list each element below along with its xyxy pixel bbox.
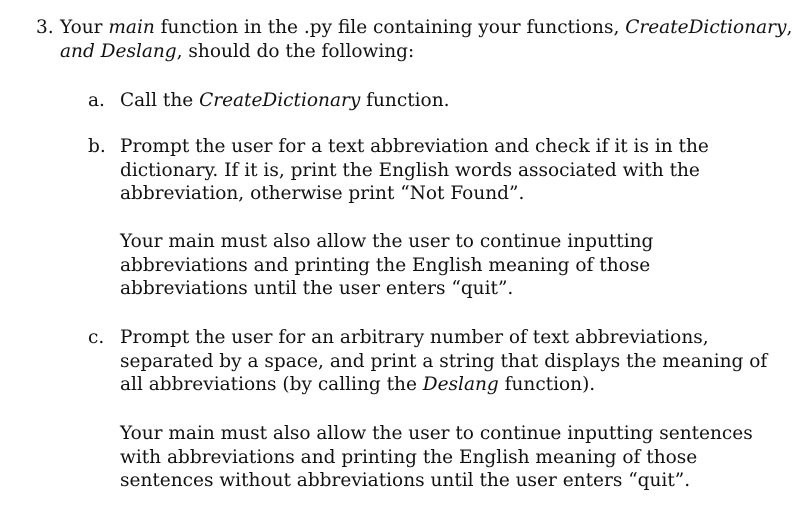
- item-3-text: [60, 16, 792, 64]
- sub-item-c-text: Prompt the user for an arbitrary number of text abbreviations, separated by a space, and print a string that displays the meaning of all abbreviations (by calling the Deslang function).: [120, 327, 768, 395]
- item-3-line-1: Your main function in the .py file containing your functions, CreateDictionary,: [60, 17, 792, 38]
- sub-item-b-text: Prompt the user for a text abbreviation and check if it is in the dictionary. If it is, print the English words associated with the abbreviation, otherwise print “Not Found”.: [120, 136, 709, 204]
- item-3-line-2: and Deslang, should do the following:: [60, 41, 415, 62]
- sub-item-c-paragraph-2: Your main must also allow the user to continue inputting sentences with abbreviations and printing the English meaning of those sentences without abbreviations until the user enters “quit”.: [120, 423, 753, 491]
- sub-item-a-text: Call the CreateDictionary function.: [120, 90, 450, 111]
- createdictionary-emphasis: CreateDictionary: [625, 17, 787, 38]
- sub-item-label: a.: [88, 90, 105, 111]
- deslang-emphasis: and Deslang: [60, 41, 177, 62]
- sub-item-b-paragraph-2: Your main must also allow the user to continue inputting abbreviations and printing the English meaning of those abbreviations until the user enters “quit”.: [120, 231, 654, 299]
- item-number: 3.: [36, 17, 54, 38]
- deslang-emphasis: Deslang: [422, 374, 499, 395]
- sub-item-label: b.: [88, 136, 106, 157]
- main-emphasis: main: [108, 17, 155, 38]
- createdictionary-emphasis: CreateDictionary: [199, 90, 361, 111]
- sub-item-label: c.: [88, 327, 105, 348]
